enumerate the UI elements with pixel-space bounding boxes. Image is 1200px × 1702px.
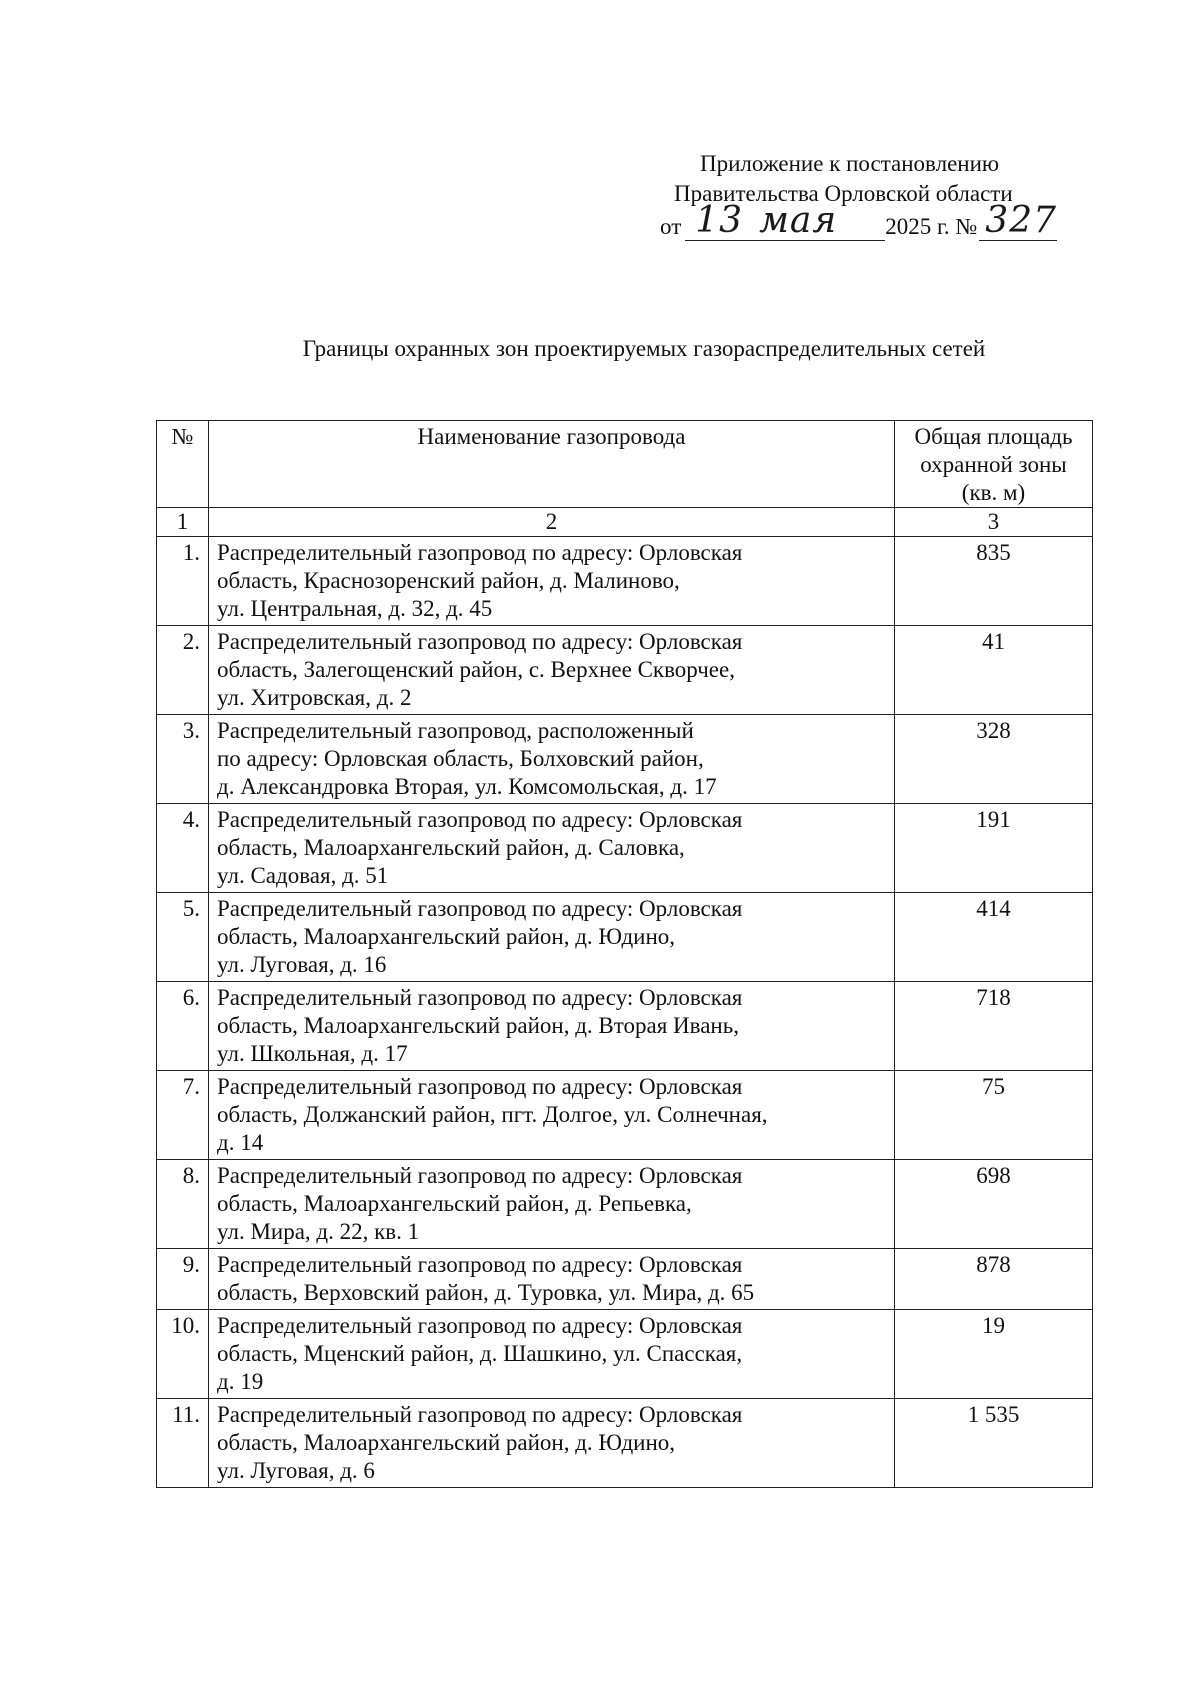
appendix-line-1: Приложение к постановлению [700,151,1000,176]
table-row [157,1160,1093,1249]
pipeline-name-line: Распределительный газопровод, расположенный [217,718,694,743]
zone-area: 718 [895,982,1093,1071]
pipeline-name-line: Распределительный газопровод по адресу: Орловская [217,1402,743,1427]
pipeline-name [209,1071,895,1160]
pipeline-name-line: ул. Мира, д. 22, кв. 1 [217,1219,420,1244]
pipeline-name-line: ул. Хитровская, д. 2 [217,685,412,710]
pipeline-name [209,893,895,982]
row-number: 2. [157,626,209,715]
header-area-line-3: (кв. м) [961,480,1026,505]
pipeline-name-line: область, Верховский район, д. Туровка, ул. Мира, д. 65 [217,1280,755,1305]
pipeline-name-line: область, Мценский район, д. Шашкино, ул. Спасская, [217,1341,743,1366]
zone-area: 698 [895,1160,1093,1249]
zone-area: 328 [895,715,1093,804]
table-row [157,537,1093,626]
pipeline-name-line: Распределительный газопровод по адресу: Орловская [217,1313,743,1338]
row-number: 6. [157,982,209,1071]
pipeline-name-line: область, Малоархангельский район, д. Репьевка, [217,1191,692,1216]
pipeline-name-line: д. 14 [217,1130,264,1155]
row-number: 3. [157,715,209,804]
column-number-row [157,508,1093,537]
protection-zones-table [156,420,1093,1488]
header-area [895,421,1093,508]
table-row [157,804,1093,893]
row-number: 5. [157,893,209,982]
pipeline-name-line: ул. Садовая, д. 51 [217,863,389,888]
handwritten-day: 13 [695,200,744,241]
pipeline-name-line: Распределительный газопровод по адресу: Орловская [217,1163,743,1188]
pipeline-name-line: область, Малоархангельский район, д. Вторая Ивань, [217,1013,739,1038]
document-title: Границы охранных зон проектируемых газораспределительных сетей [302,336,986,361]
pipeline-name-line: Распределительный газопровод по адресу: Орловская [217,896,743,921]
column-number: 3 [895,508,1093,537]
header-area-line-1: Общая площадь [914,424,1073,449]
zone-area: 41 [895,626,1093,715]
row-number: 9. [157,1249,209,1310]
pipeline-name-line: Распределительный газопровод по адресу: Орловская [217,1252,743,1277]
pipeline-name [209,1249,895,1310]
table-row [157,626,1093,715]
pipeline-name-line: Распределительный газопровод по адресу: Орловская [217,1074,743,1099]
handwritten-month: мая [759,200,838,241]
pipeline-name [209,626,895,715]
table-row [157,982,1093,1071]
date-field [685,200,885,241]
zone-area: 414 [895,893,1093,982]
pipeline-name [209,537,895,626]
appendix-line-2: Правительства Орловской области [674,181,1013,206]
pipeline-name [209,1399,895,1488]
zone-area: 75 [895,1071,1093,1160]
pipeline-name-line: ул. Школьная, д. 17 [217,1041,408,1066]
zone-area: 878 [895,1249,1093,1310]
pipeline-name-line: область, Краснозоренский район, д. Малиново, [217,568,680,593]
table-header-row [157,421,1093,508]
number-field [979,200,1058,241]
pipeline-name-line: по адресу: Орловская область, Болховский район, [217,746,704,771]
row-number: 11. [157,1399,209,1488]
handwritten-number: 327 [985,200,1058,241]
pipeline-name-line: область, Малоархангельский район, д. Саловка, [217,835,685,860]
handwritten-date [695,200,838,241]
table-row [157,1071,1093,1160]
column-number: 1 [157,508,209,537]
pipeline-name-line: область, Малоархангельский район, д. Юдино, [217,924,676,949]
table-body [157,537,1093,1488]
zone-area: 19 [895,1310,1093,1399]
pipeline-name-line: ул. Луговая, д. 6 [217,1458,375,1483]
zone-area: 1 535 [895,1399,1093,1488]
pipeline-name-line: область, Должанский район, пгт. Долгое, ул. Солнечная, [217,1102,768,1127]
pipeline-name [209,715,895,804]
header-area-line-2: охранной зоны [920,452,1067,477]
pipeline-name-line: д. 19 [217,1369,264,1394]
table-row [157,715,1093,804]
pipeline-name [209,804,895,893]
table-row [157,893,1093,982]
table-row [157,1249,1093,1310]
pipeline-name-line: Распределительный газопровод по адресу: Орловская [217,629,743,654]
table-row [157,1310,1093,1399]
pipeline-name-line: область, Малоархангельский район, д. Юдино, [217,1430,676,1455]
row-number: 7. [157,1071,209,1160]
pipeline-name [209,1310,895,1399]
zone-area: 191 [895,804,1093,893]
pipeline-name [209,1160,895,1249]
header-number: № [157,421,209,508]
pipeline-name-line: ул. Центральная, д. 32, д. 45 [217,596,493,621]
table-row [157,1399,1093,1488]
pipeline-name-line: д. Александровка Вторая, ул. Комсомольская, д. 17 [217,774,717,799]
row-number: 8. [157,1160,209,1249]
pipeline-name-line: Распределительный газопровод по адресу: Орловская [217,985,743,1010]
pipeline-name [209,982,895,1071]
row-number: 4. [157,804,209,893]
zone-area: 835 [895,537,1093,626]
row-number: 1. [157,537,209,626]
pipeline-name-line: Распределительный газопровод по адресу: Орловская [217,807,743,832]
from-label: от [660,214,682,239]
year-label: 2025 г. № [885,214,978,239]
pipeline-name-line: Распределительный газопровод по адресу: Орловская [217,540,743,565]
pipeline-name-line: ул. Луговая, д. 16 [217,952,387,977]
header-name: Наименование газопровода [209,421,895,508]
column-number: 2 [209,508,895,537]
pipeline-name-line: область, Залегощенский район, с. Верхнее Скворчее, [217,657,735,682]
row-number: 10. [157,1310,209,1399]
appendix-date-line [660,200,1058,244]
